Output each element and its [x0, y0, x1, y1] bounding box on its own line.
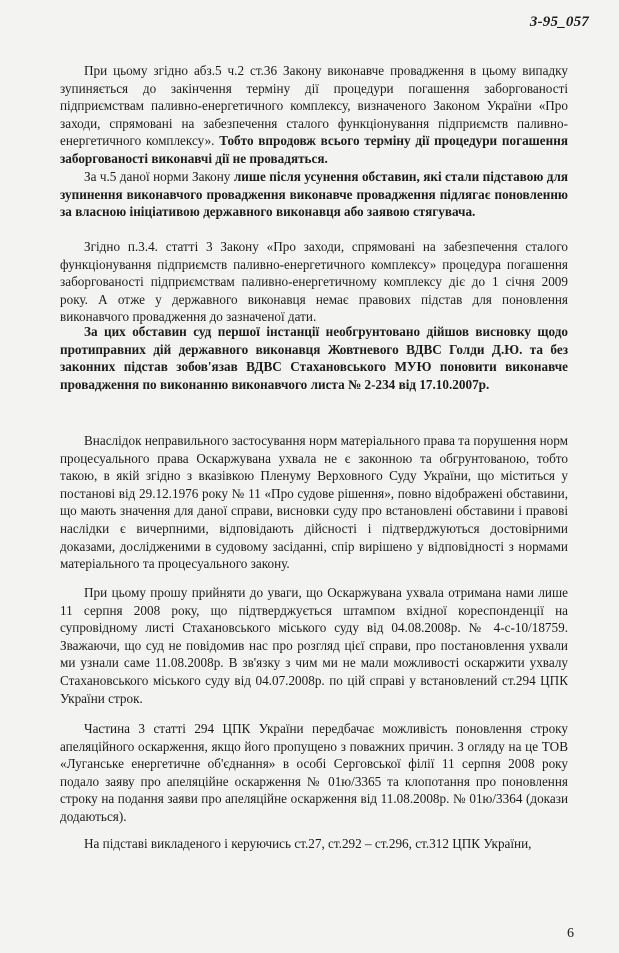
- paragraph-5: [60, 432, 568, 573]
- paragraph-6: [60, 584, 568, 707]
- paragraph-6-text: При цьому прошу прийняти до уваги, що Оскаржувана ухвала отримана нами лише 11 серпня 2008 року, що підтверджується штампом вхідної кореспонденції на супровідному листі Стахановського міського суду від 04.08.2008р. № 4-с-10/18759. Зважаючи, що суд не повідомив нас про розгляд цієї справи, про постановлення ухвали ми узнали саме 11.08.2008р. В зв'язку з чим ми не мали можливості оскаржити ухвалу Стахановського міського суду від 04.07.2008р. по цій справі у встановлений ст.294 ЦПК України строк.: [60, 585, 568, 706]
- paragraph-3: [60, 238, 568, 326]
- paragraph-5-text: Внаслідок неправильного застосування норм матеріального права та порушення норм процесуального права Оскаржувана ухвала не є законною та обгрунтованою, тобто такою, в якій згідно з вказівкою Пленуму Верховного Суду України, що міститься у постанові від 29.12.1976 року № 11 «Про судове рішення», повно відображені обставини, що мають значення для даної справи, висновки суду про встановлені обставини і правові наслідки є вичерпними, відповідають дійсності і підтверджуються достовірними доказами, дослідженими в судовому засіданні, спір вирішено у відповідності з нормами матеріального та процесуального закону.: [60, 433, 568, 572]
- paragraph-4-text: За цих обставин суд першої інстанції необгрунтовано дійшов висновку щодо протиправних дій державного виконавця Жовтневого ВДВС Голди Д.Ю. та без законних підстав зобов'язав ВДВС Стахановського МУЮ поновити виконавче провадження по виконанню виконавчого листа № 2-234 від 17.10.2007р.: [60, 324, 568, 392]
- page-number: 6: [567, 926, 574, 941]
- paragraph-1-text: При цьому згідно абз.5 ч.2 ст.36 Закону виконавче провадження в цьому випадку зупиняється до закінчення терміну дії процедури погашення заборгованості підприємствам паливно-енергетичного комплексу, визначеного Законом України «Про заходи, спрямовані на забезпечення сталого функціонування підприємств паливно-енергетичного комплексу».: [60, 63, 568, 149]
- paragraph-1: [60, 62, 568, 168]
- paragraph-3-text: Згідно п.3.4. статті 3 Закону «Про заходи, спрямовані на забезпечення сталого функціонування підприємств паливно-енергетичного комплексу» процедура погашення заборгованості підприємствам паливно-енергетичному комплексу діє до 1 січня 2009 року. А отже у державного виконавця немає правових підстав для поновлення виконавчого провадження до зазначеної дати.: [60, 239, 568, 325]
- paragraph-8-text: На підставі викладеного і керуючись ст.27, ст.292 – ст.296, ст.312 ЦПК України,: [84, 836, 532, 851]
- paragraph-8: [60, 835, 568, 853]
- paragraph-7-text: Частина 3 статті 294 ЦПК України передбачає можливість поновлення строку апеляційного оскарження, якщо його пропущено з поважних причин. З огляду на це ТОВ «Луганське енергетичне об'єднання» в особі Серговської філії 11 серпня 2008 року подало заяву про апеляційне оскарження № 01ю/3365 та клопотання про поновлення строку на подання заяви про апеляційне оскарження від 11.08.2008р. № 01ю/3364 (докази додаються).: [60, 721, 568, 824]
- paragraph-7: [60, 720, 568, 826]
- paragraph-1-bold: Тобто впродовж всього терміну дії процедури погашення заборгованості виконавчі дії не провадяться.: [60, 133, 568, 166]
- document-code: 3-95_057: [529, 14, 589, 30]
- paragraph-2: [60, 168, 568, 221]
- paragraph-2-bold: лише після усунення обставин, які стали підставою для зупинення виконавчого провадження виконавче провадження підлягає поновленню за власною ініціативою державного виконавця або заявою стягувача.: [60, 169, 569, 220]
- paragraph-4: [60, 323, 568, 393]
- paragraph-2-text: За ч.5 даної норми Закону: [84, 169, 231, 184]
